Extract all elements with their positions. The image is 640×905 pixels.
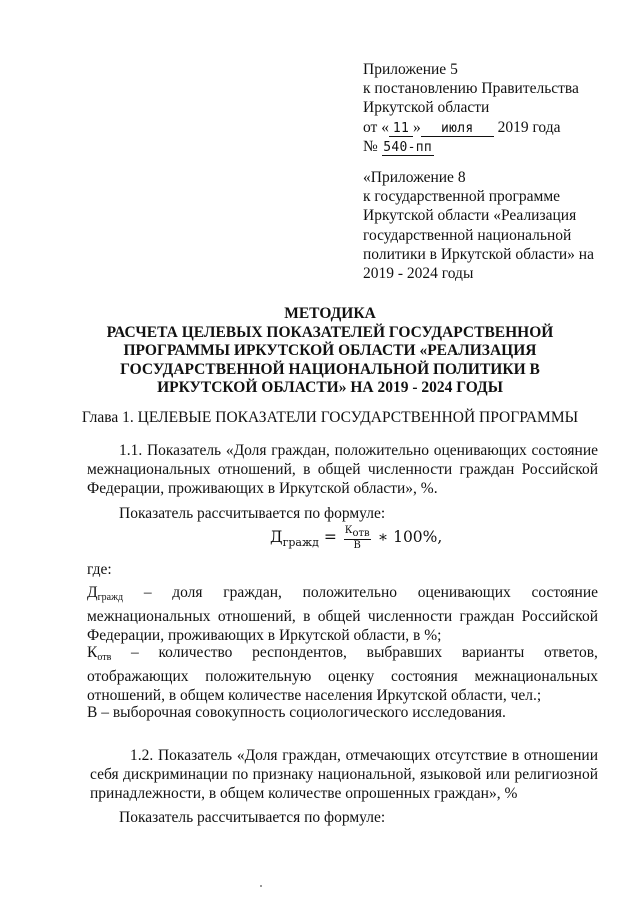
appendix2-line-4: государственной национальной	[363, 226, 572, 244]
def1-word: положительно	[302, 584, 398, 601]
appendix-header	[363, 60, 613, 156]
appendix-8-header	[363, 168, 613, 283]
number-value: 540-пп	[383, 139, 433, 155]
def1-sym: Д	[87, 584, 98, 601]
title-line-4: ГОСУДАРСТВЕННОЙ НАЦИОНАЛЬНОЙ ПОЛИТИКИ В	[120, 360, 540, 378]
def2-sym: К	[87, 644, 98, 661]
appendix2-line-3: Иркутской области «Реализация	[363, 207, 577, 225]
appendix2-line-6: 2019 - 2024 годы	[363, 265, 474, 283]
title-line-1: МЕТОДИКА	[284, 305, 376, 322]
formula-lhs: Д	[270, 528, 283, 546]
def2-word: ответов,	[543, 644, 598, 661]
appendix2-line-2: к государственной программе	[363, 188, 561, 206]
number-prefix: №	[363, 137, 378, 155]
definition-d	[87, 583, 598, 646]
def2-word: –	[131, 644, 139, 661]
document-title	[70, 305, 590, 398]
definition-k	[87, 643, 598, 706]
paragraph-1-1: 1.1. Показатель «Доля граждан, положительно оценивающих состояние межнациональных отношений, в общей численности граждан Российской Федерации, проживающих в Иркутской области», %.	[87, 442, 598, 498]
def2-word: варианты	[461, 644, 525, 661]
appendix-date-line	[363, 118, 613, 137]
date-mid: »	[412, 118, 421, 136]
formula-intro-2: Показатель рассчитывается по формуле:	[119, 809, 386, 826]
def2-word: респондентов,	[252, 644, 347, 661]
title-line-3: ПРОГРАММЫ ИРКУТСКОЙ ОБЛАСТИ «РЕАЛИЗАЦИЯ	[123, 342, 537, 360]
where-label: где:	[87, 561, 112, 578]
def2-word: выбравших	[366, 644, 443, 661]
def1-word: оценивающих	[417, 584, 511, 601]
def2-word: количество	[158, 644, 233, 661]
definition-k-first-line	[87, 643, 598, 667]
formula-lhs-sub: гражд	[282, 536, 319, 549]
formula-rest: ∗ 100%,	[377, 528, 443, 546]
definition-k-rest: отображающих положительную оценку состояния межнациональных отношений, в общем количестве населения Иркутской области, чел.;	[87, 668, 598, 705]
def1-word: –	[143, 584, 152, 601]
formula-intro-1: Показатель рассчитывается по формуле:	[119, 505, 386, 522]
formula-denominator: В	[353, 540, 361, 551]
appendix-line-3: Иркутской области	[363, 99, 490, 117]
def1-word: доля	[172, 584, 203, 601]
scan-speck	[260, 885, 262, 887]
def1-sub: гражд	[97, 592, 124, 603]
appendix-line-1: Приложение 5	[363, 61, 458, 78]
chapter-heading: Глава 1. ЦЕЛЕВЫЕ ПОКАЗАТЕЛИ ГОСУДАРСТВЕННОЙ ПРОГРАММЫ	[81, 409, 579, 426]
date-prefix: от «	[363, 118, 389, 136]
date-month: июля	[421, 121, 494, 137]
formula-num-sub: отв	[352, 528, 370, 539]
definition-b: В – выборочная совокупность социологического исследования.	[87, 704, 506, 721]
definition-k-symbol	[87, 643, 111, 667]
appendix-line-2: к постановлению Правительства	[363, 80, 579, 98]
definition-d-first-line	[87, 583, 598, 607]
def1-word: состояние	[531, 584, 598, 601]
def2-sub: отв	[97, 652, 112, 663]
definition-d-rest: межнациональных отношений, в общей численности граждан Российской Федерации, проживающих в Иркутской области, в %;	[87, 608, 598, 645]
formula-1	[270, 525, 442, 551]
appendix2-line-1: «Приложение 8	[363, 169, 466, 186]
formula-fraction	[344, 525, 371, 551]
formula-eq: =	[323, 528, 337, 546]
appendix2-line-5: политики в Иркутской области» на	[363, 245, 594, 263]
title-line-5: ИРКУТСКОЙ ОБЛАСТИ» НА 2019 - 2024 ГОДЫ	[157, 379, 503, 397]
paragraph-1-2: 1.2. Показатель «Доля граждан, отмечающих отсутствие в отношении себя дискриминации по признаку национальной, языковой или религиозной принадлежности, в общем количестве опрошенных граждан», %	[90, 747, 598, 803]
title-line-2: РАСЧЕТА ЦЕЛЕВЫХ ПОКАЗАТЕЛЕЙ ГОСУДАРСТВЕННОЙ	[106, 323, 554, 341]
formula-numerator	[344, 525, 371, 540]
appendix-number-line	[363, 137, 613, 156]
date-day: 11	[389, 121, 413, 137]
def1-word: граждан,	[223, 584, 282, 601]
date-year: 2019 года	[497, 118, 561, 136]
formula-num-symbol: К	[344, 525, 353, 536]
definition-d-symbol	[87, 583, 123, 607]
